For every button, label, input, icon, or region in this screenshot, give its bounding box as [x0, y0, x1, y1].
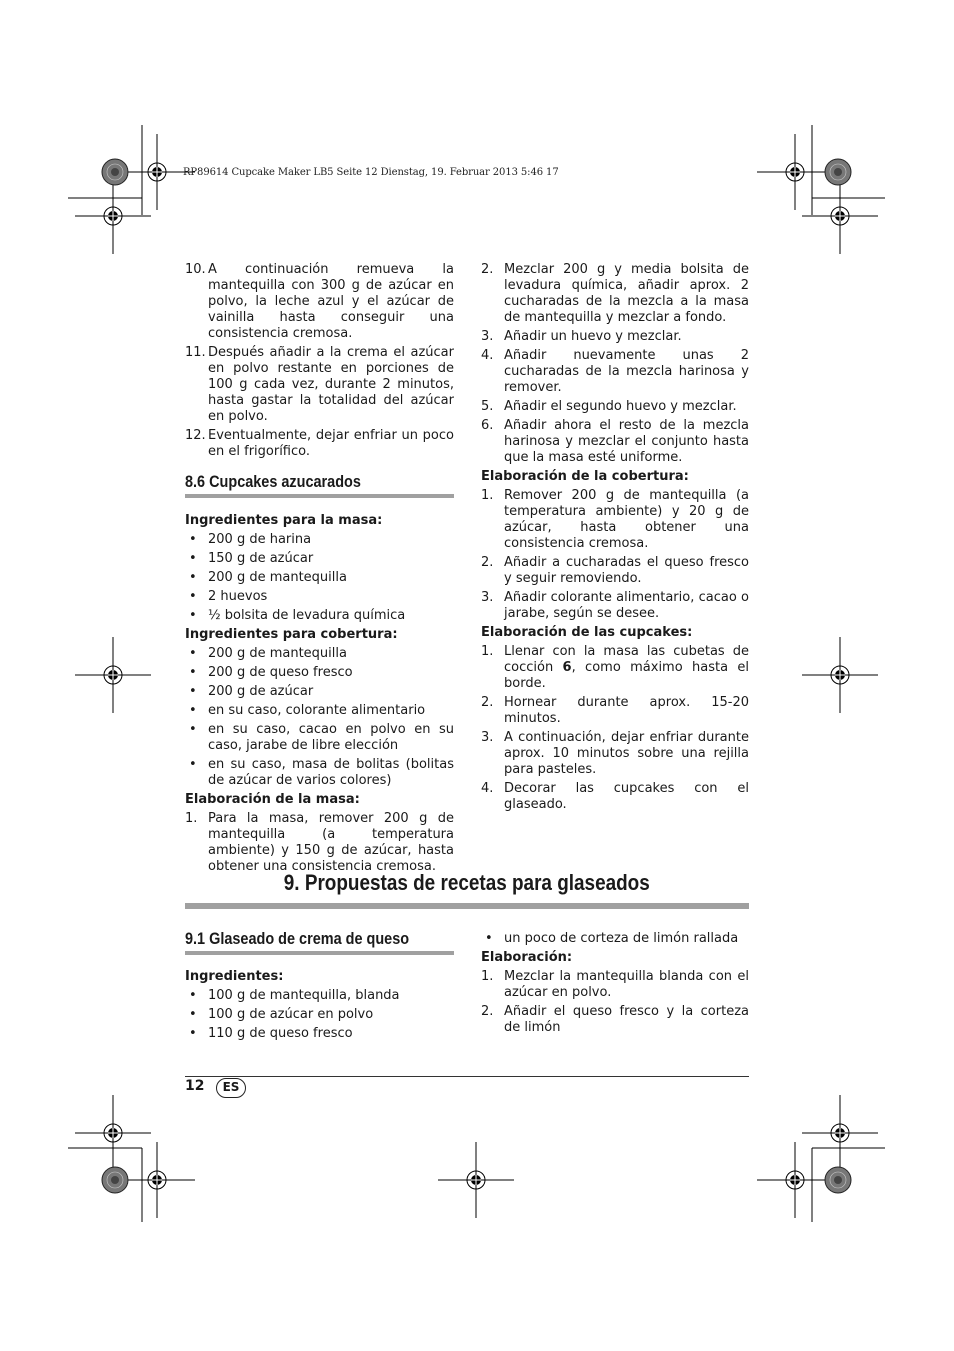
section-9-1-left	[185, 931, 454, 1045]
subheading: Ingredientes para cobertura:	[185, 627, 398, 642]
step-text: Para la masa, remover 200 g de mantequilla (a temperatura ambiente) y 150 g de azúcar, hasta obtener una consistencia cremosa.	[208, 811, 454, 874]
list-item: 2. Añadir el queso fresco y la corteza de limón	[481, 1004, 749, 1035]
left-column	[185, 262, 454, 878]
print-slug: RP89614 Cupcake Maker LB5 Seite 12 Dienstag, 19. Februar 2013 5:46 17	[183, 167, 559, 178]
list-item: • 200 g de harina	[189, 532, 312, 547]
list-item: • 200 g de azúcar	[189, 684, 314, 699]
list-item: • un poco de corteza de limón rallada	[485, 931, 739, 946]
right-column	[481, 262, 749, 816]
list-item: • 200 g de queso fresco	[189, 665, 353, 680]
list-item: • en su caso, colorante alimentario	[189, 703, 426, 718]
step-text: Eventualmente, dejar enfriar un poco en el frigorífico.	[208, 428, 454, 459]
list-item	[185, 345, 454, 425]
list-item: 2. Añadir a cucharadas el queso fresco y seguir removiendo.	[481, 555, 749, 586]
list-item: • 100 g de mantequilla, blanda	[189, 988, 400, 1003]
list-item: 3. Añadir un huevo y mezclar.	[481, 329, 682, 344]
list-item: 5. Añadir el segundo huevo y mezclar.	[481, 399, 737, 414]
footer-divider	[185, 1076, 749, 1077]
list-item: • 200 g de mantequilla	[189, 570, 347, 585]
section-heading	[185, 474, 454, 498]
section-9-1-right	[481, 931, 749, 1039]
list-item: 2. Mezclar 200 g y media bolsita de levadura química, añadir aprox. 2 cucharadas de la mezcla a la masa de mantequilla y mezclar a fondo.	[481, 262, 749, 325]
subheading: Elaboración de las cupcakes:	[481, 625, 693, 640]
section-divider	[185, 494, 454, 498]
list-item: 1. Mezclar la mantequilla blanda con el azúcar en polvo.	[481, 969, 749, 1000]
subheading: Ingredientes para la masa:	[185, 513, 383, 528]
list-item	[185, 262, 454, 342]
subheading: Elaboración:	[481, 950, 573, 965]
list-item: 4. Decorar las cupcakes con el glaseado.	[481, 781, 749, 812]
list-item: • en su caso, cacao en polvo en su caso, jarabe de libre elección	[189, 722, 454, 753]
list-item: 4. Añadir nuevamente unas 2 cucharadas de la mezcla harinosa y remover.	[481, 348, 749, 395]
part-reference: 6	[562, 660, 572, 675]
list-item: • 110 g de queso fresco	[189, 1026, 353, 1041]
section-title: 8.6 Cupcakes azucarados	[185, 472, 361, 491]
page-number: 12	[185, 1078, 205, 1094]
section-heading	[185, 931, 454, 955]
list-item: • ½ bolsita de levadura química	[189, 608, 406, 623]
step-number: 11.	[185, 345, 206, 360]
list-item: • 100 g de azúcar en polvo	[189, 1007, 374, 1022]
list-item: 1. Remover 200 g de mantequilla (a temperatura ambiente) y 20 g de azúcar, hasta obtener una consistencia cremosa.	[481, 488, 749, 551]
step-text: Después añadir a la crema el azúcar en polvo restante en porciones de 100 g cada vez, durante 2 minutos, hasta gastar la totalidad del azúcar en polvo.	[208, 345, 454, 424]
list-item	[185, 428, 454, 460]
step-text: A continuación remueva la mantequilla con 300 g de azúcar en polvo, la leche azul y el azúcar de vainilla hasta conseguir una consistencia cremosa.	[208, 262, 454, 341]
subheading: Elaboración de la masa:	[185, 792, 360, 807]
list-item: • en su caso, masa de bolitas (bolitas de azúcar de varios colores)	[189, 757, 454, 788]
list-item: 3. A continuación, dejar enfriar durante aprox. 10 minutos sobre una rejilla para pasteles.	[481, 730, 749, 777]
step-number: 1.	[185, 811, 198, 826]
list-item: 2. Hornear durante aprox. 15-20 minutos.	[481, 695, 749, 726]
list-item: 1. Llenar con la masa las cubetas de cocción 6, como máximo hasta el borde.	[481, 644, 749, 691]
list-item: 6. Añadir ahora el resto de la mezcla harinosa y mezclar el conjunto hasta que la masa esté uniforme.	[481, 418, 749, 465]
section-title: 9.1 Glaseado de crema de queso	[185, 929, 410, 948]
list-item: • 150 g de azúcar	[189, 551, 314, 566]
list-item: • 200 g de mantequilla	[189, 646, 347, 661]
list-item: • 2 huevos	[189, 589, 268, 604]
list-item: 3. Añadir colorante alimentario, cacao o jarabe, según se desee.	[481, 590, 749, 621]
language-badge: ES	[216, 1078, 246, 1098]
step-number: 12.	[185, 428, 206, 443]
subheading: Ingredientes:	[185, 969, 284, 984]
chapter-title: 9. Propuestas de recetas para glaseados	[284, 870, 650, 895]
subheading: Elaboración de la cobertura:	[481, 469, 689, 484]
step-number: 10.	[185, 262, 206, 277]
section-divider	[185, 951, 454, 955]
chapter-divider	[185, 903, 749, 909]
list-item	[185, 811, 454, 875]
